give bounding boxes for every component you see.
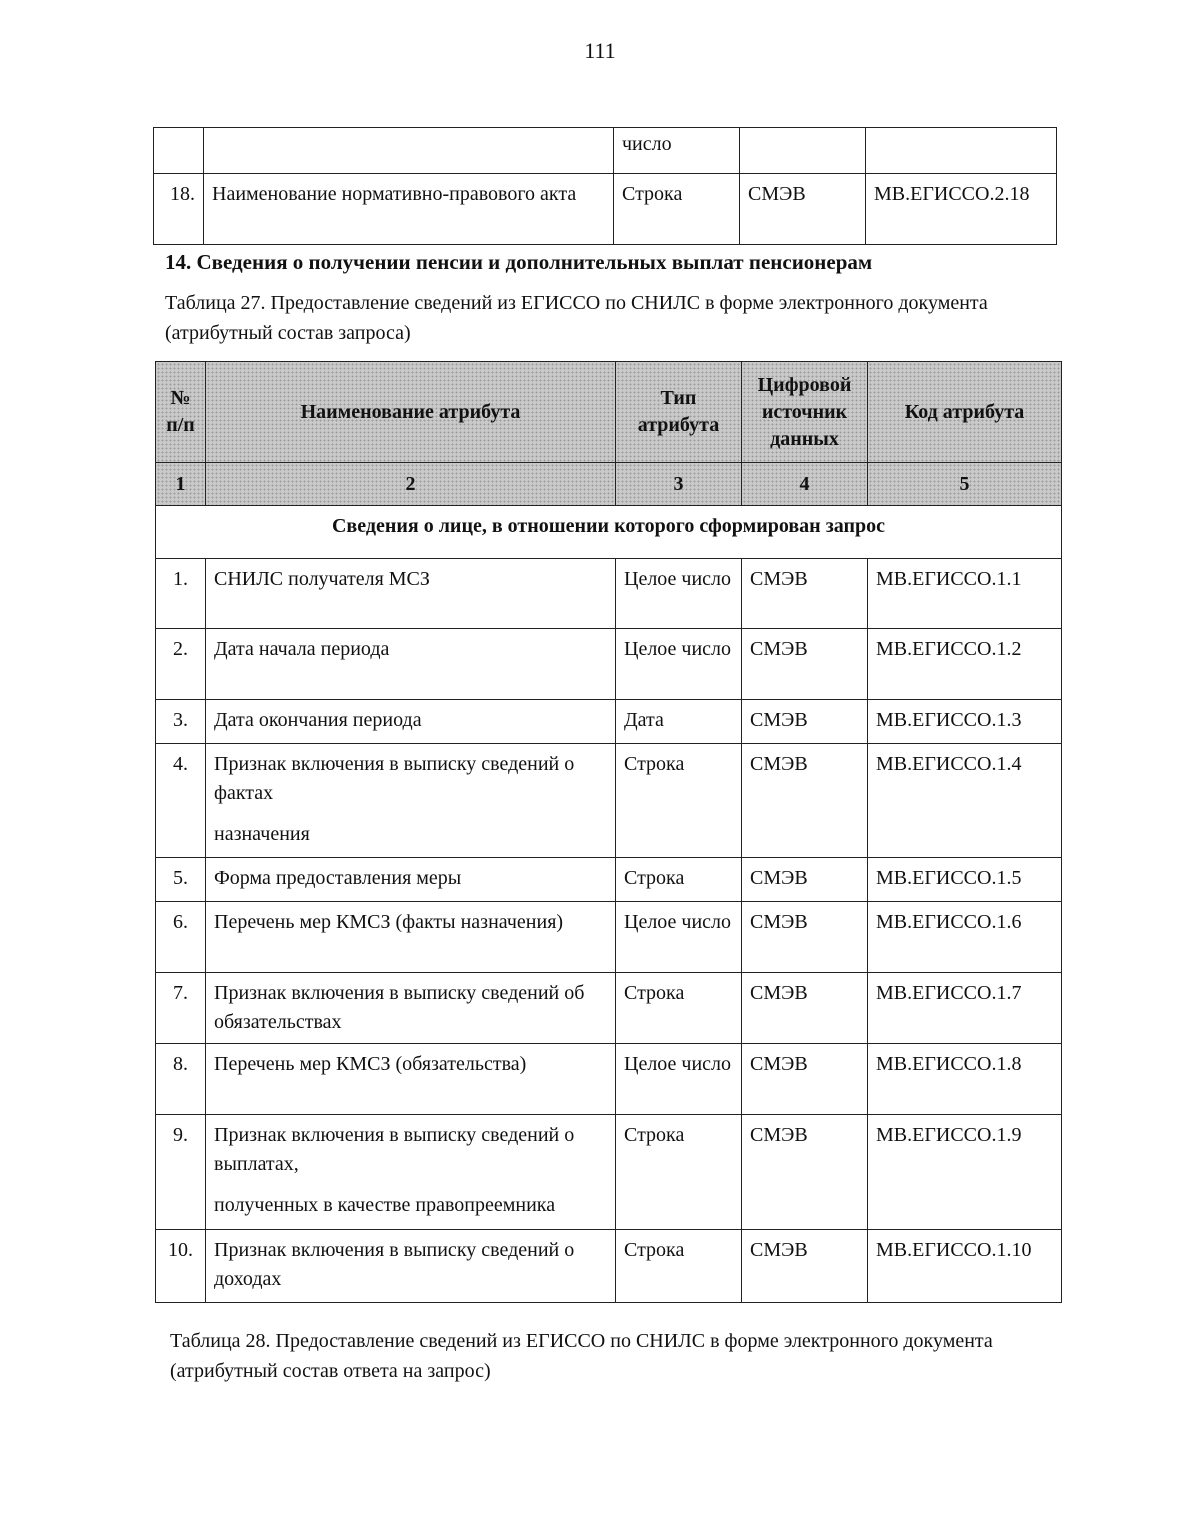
cell-type: Строка <box>616 973 742 1044</box>
header-num: № п/п <box>156 362 206 463</box>
attribute-name-continued: полученных в качестве правопреемника <box>214 1194 556 1216</box>
cell-source: СМЭВ <box>742 1115 868 1230</box>
attribute-name: Перечень мер КМСЗ (факты назначения) <box>214 911 564 933</box>
cell-code: МВ.ЕГИССО.2.18 <box>866 174 1057 245</box>
cell-source: СМЭВ <box>742 858 868 902</box>
cell-name <box>206 858 616 902</box>
header-type: Тип атрибута <box>616 362 742 463</box>
cell-code: МВ.ЕГИССО.1.10 <box>868 1230 1062 1303</box>
table-row <box>156 700 1062 744</box>
cell-code: МВ.ЕГИССО.1.3 <box>868 700 1062 744</box>
cell-name <box>204 128 614 174</box>
cell-code: МВ.ЕГИССО.1.8 <box>868 1044 1062 1115</box>
cell-type: Строка <box>616 858 742 902</box>
table-27 <box>155 361 1062 1303</box>
cell-code: МВ.ЕГИССО.1.7 <box>868 973 1062 1044</box>
cell-source: СМЭВ <box>742 1230 868 1303</box>
cell-source: СМЭВ <box>740 174 866 245</box>
header-name: Наименование атрибута <box>206 362 616 463</box>
cell-type: Строка <box>616 1230 742 1303</box>
cell-type: Целое число <box>616 559 742 629</box>
cell-num: 10. <box>156 1230 206 1303</box>
cell-source: СМЭВ <box>742 973 868 1044</box>
cell-num: 5. <box>156 858 206 902</box>
column-number: 1 <box>156 463 206 506</box>
group-row <box>156 506 1062 559</box>
cell-name <box>206 700 616 744</box>
cell-type: Целое число <box>616 902 742 973</box>
cell-num: 3. <box>156 700 206 744</box>
table-row <box>156 1230 1062 1303</box>
cell-num: 4. <box>156 744 206 858</box>
cell-source: СМЭВ <box>742 1044 868 1115</box>
cell-num: 7. <box>156 973 206 1044</box>
cell-code: МВ.ЕГИССО.1.5 <box>868 858 1062 902</box>
cell-name <box>206 559 616 629</box>
cell-source: СМЭВ <box>742 744 868 858</box>
table-row <box>156 1044 1062 1115</box>
table-row <box>156 902 1062 973</box>
table-row <box>154 174 1057 245</box>
cell-code: МВ.ЕГИССО.1.6 <box>868 902 1062 973</box>
cell-source: СМЭВ <box>742 559 868 629</box>
cell-code: МВ.ЕГИССО.1.1 <box>868 559 1062 629</box>
cell-num: 8. <box>156 1044 206 1115</box>
group-title: Сведения о лице, в отношении которого сформирован запрос <box>156 506 1062 559</box>
cell-code: МВ.ЕГИССО.1.2 <box>868 629 1062 700</box>
table-28-caption: Таблица 28. Предоставление сведений из ЕГИССО по СНИЛС в форме электронного документа (атрибутный состав ответа на запрос) <box>170 1330 993 1382</box>
continuation-table <box>153 127 1057 245</box>
cell-name <box>206 902 616 973</box>
cell-type: Целое число <box>616 1044 742 1115</box>
cell-name <box>206 1115 616 1230</box>
cell-type: Строка <box>614 174 740 245</box>
attribute-name: Перечень мер КМСЗ (обязательства) <box>214 1053 527 1075</box>
cell-type: Строка <box>616 744 742 858</box>
attribute-name-continued: назначения <box>214 823 310 845</box>
attribute-name: СНИЛС получателя МСЗ <box>214 568 430 590</box>
attribute-name: Форма предоставления меры <box>214 867 462 889</box>
attribute-name: Дата начала периода <box>214 638 390 660</box>
attribute-name: Признак включения в выписку сведений об обязательствах <box>214 982 585 1033</box>
cell-num: 18. <box>154 174 204 245</box>
cell-name <box>206 1230 616 1303</box>
table-row <box>156 559 1062 629</box>
cell-code: МВ.ЕГИССО.1.4 <box>868 744 1062 858</box>
section-title: 14. Сведения о получении пенсии и дополнительных выплат пенсионерам <box>165 250 873 274</box>
cell-name <box>206 744 616 858</box>
cell-type: Целое число <box>616 629 742 700</box>
attribute-name: Признак включения в выписку сведений о выплатах, <box>214 1124 575 1175</box>
cell-name <box>206 1044 616 1115</box>
cell-type: число <box>614 128 740 174</box>
cell-num <box>154 128 204 174</box>
cell-source <box>740 128 866 174</box>
cell-num: 6. <box>156 902 206 973</box>
header-row <box>156 362 1062 463</box>
column-number-row <box>156 463 1062 506</box>
cell-num: 9. <box>156 1115 206 1230</box>
cell-type: Строка <box>616 1115 742 1230</box>
attribute-name: Признак включения в выписку сведений о фактах <box>214 753 575 804</box>
page-number: 111 <box>584 38 616 63</box>
header-source: Цифровой источник данных <box>742 362 868 463</box>
table-27-caption: Таблица 27. Предоставление сведений из ЕГИССО по СНИЛС в форме электронного документа (атрибутный состав запроса) <box>165 292 988 344</box>
cell-code <box>866 128 1057 174</box>
cell-name <box>206 629 616 700</box>
cell-num: 2. <box>156 629 206 700</box>
cell-code: МВ.ЕГИССО.1.9 <box>868 1115 1062 1230</box>
table-row <box>156 973 1062 1044</box>
cell-source: СМЭВ <box>742 629 868 700</box>
column-number: 2 <box>206 463 616 506</box>
table-row <box>156 629 1062 700</box>
attribute-name: Признак включения в выписку сведений о доходах <box>214 1239 575 1290</box>
table-row <box>156 858 1062 902</box>
column-number: 4 <box>742 463 868 506</box>
cell-source: СМЭВ <box>742 902 868 973</box>
attribute-name: Дата окончания периода <box>214 709 422 731</box>
cell-source: СМЭВ <box>742 700 868 744</box>
column-number: 3 <box>616 463 742 506</box>
column-number: 5 <box>868 463 1062 506</box>
cell-type: Дата <box>616 700 742 744</box>
cell-num: 1. <box>156 559 206 629</box>
table-row <box>154 128 1057 174</box>
header-code: Код атрибута <box>868 362 1062 463</box>
cell-name <box>206 973 616 1044</box>
cell-name: Наименование нормативно-правового акта <box>204 174 614 245</box>
table-row <box>156 744 1062 858</box>
table-row <box>156 1115 1062 1230</box>
